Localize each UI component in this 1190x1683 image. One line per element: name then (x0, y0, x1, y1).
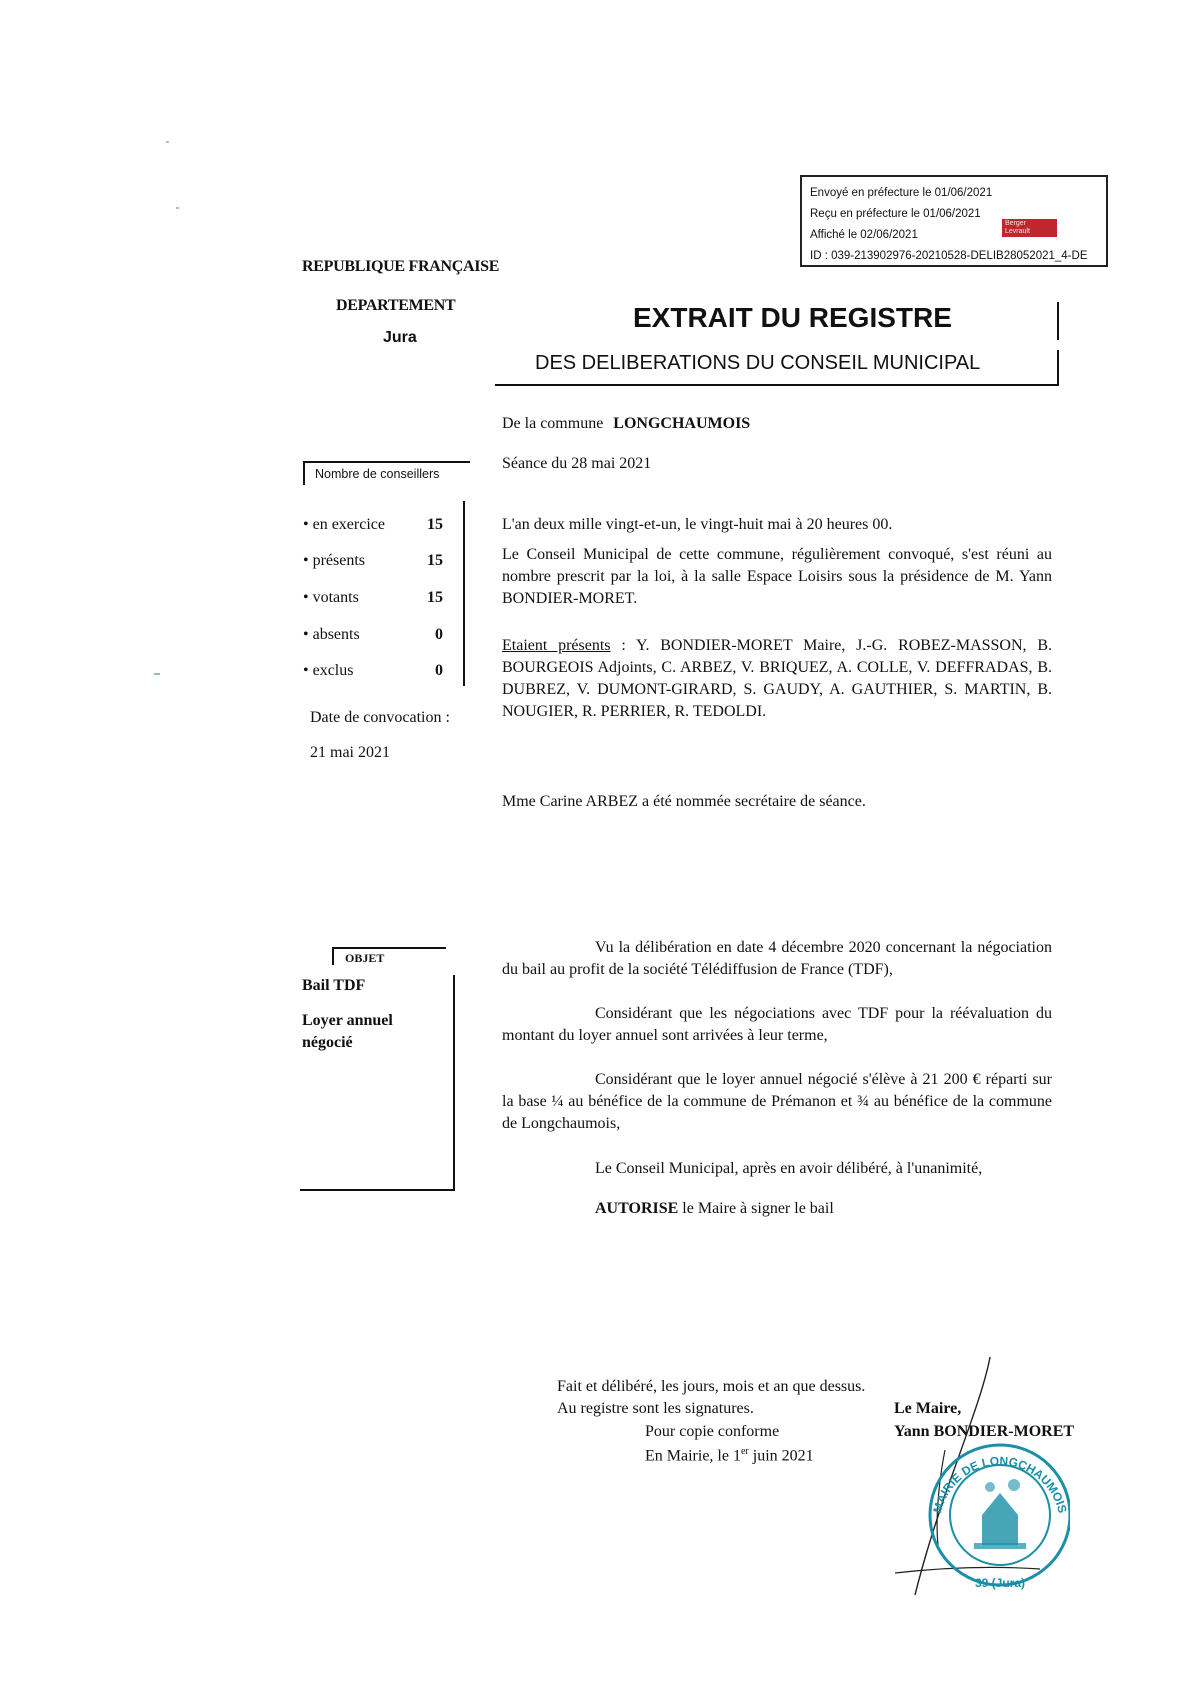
seal-top-text: MAIRIE DE LONGCHAUMOIS (930, 1453, 1070, 1515)
convocation-label: Date de convocation : (310, 709, 450, 726)
count-row-absents (303, 626, 443, 648)
count-label: • exclus (303, 662, 354, 679)
considerant-2: Considérant que le loyer annuel négocié s'élève à 21 200 € réparti sur la base ¼ au bénéfice de la commune de Prémanon et ¾ au bénéfice de la commune de Longchaumois, (502, 1071, 1052, 1132)
autorise-text: le Maire à signer le bail (678, 1200, 834, 1217)
prefecture-stamp (800, 175, 1108, 267)
signature-stroke (895, 1567, 1040, 1573)
title-rule (1057, 350, 1059, 386)
autorise-keyword: AUTORISE (595, 1200, 679, 1217)
count-label: • votants (303, 589, 359, 606)
mairie-seal (890, 1355, 1070, 1605)
intro-date: L'an deux mille vingt-et-un, le vingt-huit mai à 20 heures 00. (502, 516, 893, 533)
departement-label: DEPARTEMENT (336, 297, 456, 314)
conseillers-title: Nombre de conseillers (303, 461, 470, 485)
count-value: 15 (427, 552, 443, 569)
scan-speck (154, 673, 160, 675)
stamp-id: ID : 039-213902976-20210528-DELIB28052021_4-DE (810, 250, 1088, 262)
count-value: 0 (435, 626, 443, 643)
stamp-affiche: Affiché le 02/06/2021 (810, 229, 918, 241)
objet-subtitle: Loyer annuel négocié (302, 1012, 393, 1051)
count-value: 0 (435, 662, 443, 679)
count-row-votants (303, 589, 443, 611)
title-underline (495, 384, 1059, 386)
logo-line-2: Levrault (1005, 228, 1030, 235)
count-row-presents (303, 552, 443, 574)
seal-emblem (974, 1479, 1026, 1549)
secretaire-line: Mme Carine ARBEZ a été nommée secrétaire de séance. (502, 793, 866, 810)
en-mairie-text: En Mairie, le 1 (645, 1447, 741, 1465)
objet-box-rule (453, 975, 455, 1191)
en-mairie-sup: er (740, 1446, 749, 1457)
count-row-exercice (303, 516, 443, 538)
title-rule (1057, 302, 1059, 340)
intro-conseil: Le Conseil Municipal de cette commune, régulièrement convoqué, s'est réuni au nombre prescrit par la loi, à la salle Espace Loisirs sous la présidence de M. Yann BONDIER-MORET. (502, 546, 1052, 607)
republique-francaise: REPUBLIQUE FRANÇAISE (302, 258, 500, 275)
logo-line-1: Berger (1005, 220, 1027, 227)
count-label: • en exercice (303, 516, 385, 533)
departement-name: Jura (383, 329, 417, 346)
objet-box-rule (332, 947, 446, 949)
mayor-name: Yann BONDIER-MORET (894, 1423, 1075, 1440)
commune-label: De la commune (502, 415, 604, 432)
considerant-1: Considérant que les négociations avec TDF pour la réévaluation du montant du loyer annuel sont arrivées à leur terme, (502, 1005, 1052, 1044)
le-maire-label: Le Maire, (894, 1400, 962, 1417)
conseillers-box-rule (463, 501, 465, 686)
objet-label: OBJET (345, 951, 385, 965)
commune-line (502, 415, 750, 433)
page-title: EXTRAIT DU REGISTRE (633, 302, 952, 333)
conseil-decision: Le Conseil Municipal, après en avoir délibéré, à l'unanimité, (595, 1160, 983, 1177)
scan-speck (166, 141, 169, 143)
commune-name: LONGCHAUMOIS (613, 415, 751, 432)
presents-list: : Y. BONDIER-MORET Maire, J.-G. ROBEZ-MASSON, B. BOURGEOIS Adjoints, C. ARBEZ, V. BRIQUEZ, A. COLLE, V. DEFFRADAS, B. DUBREZ, V. DUMONT-GIRARD, S. GAUDY, A. GAUTHIER, S. MARTIN, B. NOUGIER, R. PERRIER, R. TEDOLDI. (502, 637, 1052, 720)
vu-paragraph: Vu la délibération en date 4 décembre 2020 concernant la négociation du bail au profit de la société Télédiffusion de France (TDF), (502, 939, 1052, 978)
count-label: • absents (303, 626, 360, 643)
en-mairie-end: juin 2021 (748, 1447, 814, 1465)
count-row-exclus (303, 662, 443, 684)
registre-line: Au registre sont les signatures. (557, 1400, 754, 1417)
convocation-date: 21 mai 2021 (310, 744, 390, 761)
scan-speck (176, 207, 179, 209)
presents-label: Etaient présents (502, 637, 611, 654)
objet-box-rule (300, 1189, 455, 1191)
objet-title: Bail TDF (302, 977, 366, 994)
autorise-line (502, 1198, 1052, 1220)
count-value: 15 (427, 516, 443, 533)
stamp-envoye: Envoyé en préfecture le 01/06/2021 (810, 187, 993, 199)
berger-levrault-logo (1002, 219, 1057, 237)
objet-box-rule (332, 947, 334, 965)
count-label: • présents (303, 552, 366, 569)
copie-conforme: Pour copie conforme (645, 1423, 780, 1440)
page-subtitle: DES DELIBERATIONS DU CONSEIL MUNICIPAL (535, 352, 981, 374)
presents-paragraph (502, 635, 1052, 723)
seal-bottom-text: 39 (Jura) (974, 1576, 1026, 1590)
en-mairie-date (645, 1446, 814, 1465)
seance-date: Séance du 28 mai 2021 (502, 455, 652, 472)
stamp-recu: Reçu en préfecture le 01/06/2021 (810, 208, 981, 220)
count-value: 15 (427, 589, 443, 606)
fait-line: Fait et délibéré, les jours, mois et an que dessus. (557, 1378, 866, 1395)
